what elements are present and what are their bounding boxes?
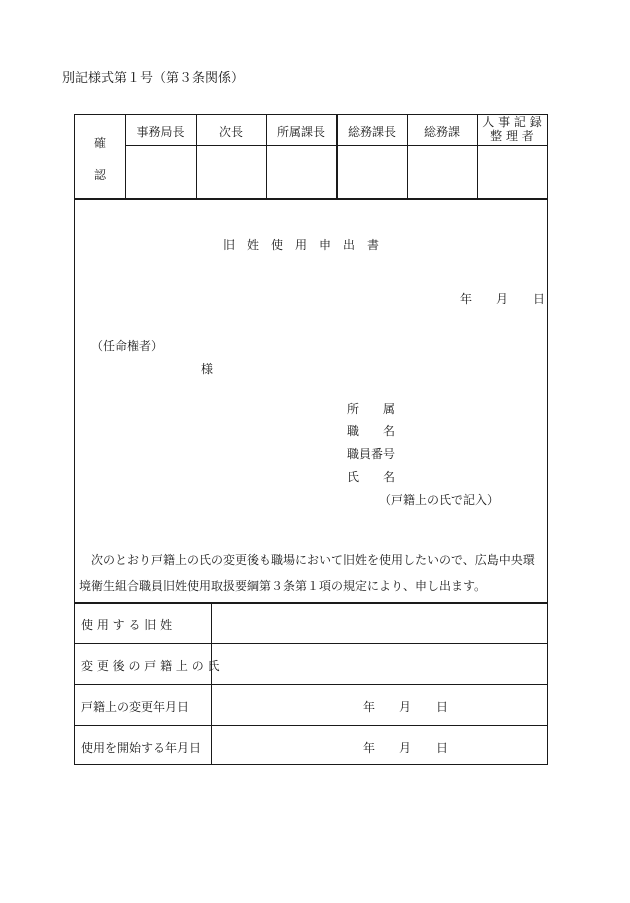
approval-col-general-affairs-chief: 総務課長 (347, 125, 396, 139)
body-text-line-1: 次のとおり戸籍上の氏の変更後も職場において旧姓を使用したいので、広島中央環 (91, 553, 535, 567)
approval-side-label-bottom: 認 (93, 168, 106, 182)
change-date-day: 日 (436, 700, 449, 714)
row-label-change-date: 戸籍上の変更年月日 (81, 700, 190, 714)
stamp-box-general-affairs[interactable] (408, 146, 477, 198)
stamp-box-secretary-general[interactable] (126, 146, 196, 198)
approval-col-hr-records (477, 115, 547, 143)
start-date-year: 年 (363, 741, 376, 755)
application-form (74, 114, 548, 765)
start-date-month: 月 (399, 741, 412, 755)
applicant-affiliation-label: 所 属 (347, 402, 396, 416)
addressee-role: （任命権者） (91, 339, 164, 353)
start-date-day: 日 (436, 741, 449, 755)
row-label-start-date: 使用を開始する年月日 (81, 741, 202, 755)
grid-line (75, 198, 547, 200)
change-date-field[interactable] (212, 685, 547, 725)
stamp-box-deputy[interactable] (197, 146, 266, 198)
date-month-label: 月 (496, 292, 509, 306)
approval-col-hr-records-line2: 整 理 者 (490, 129, 534, 143)
applicant-staff-no-label: 職員番号 (347, 447, 396, 461)
approval-col-section-chief: 所属課長 (276, 125, 325, 139)
applicant-name-note: （戸籍上の氏で記入） (379, 493, 500, 507)
form-id-label: 別記様式第１号（第３条関係） (62, 71, 245, 86)
approval-col-secretary-general: 事務局長 (136, 125, 185, 139)
approval-col-general-affairs: 総務課 (423, 125, 460, 139)
start-date-field[interactable] (212, 726, 547, 764)
date-year-label: 年 (460, 292, 473, 306)
addressee-honorific: 様 (201, 362, 214, 376)
stamp-box-hr-records[interactable] (478, 146, 547, 198)
stamp-box-general-affairs-chief[interactable] (338, 146, 407, 198)
approval-side-label-top: 確 (93, 136, 106, 150)
form-title: 旧 姓 使 用 申 出 書 (223, 238, 380, 252)
approval-col-hr-records-line1: 人 事 記 録 (482, 115, 542, 129)
row-label-former-surname: 使 用 す る 旧 姓 (81, 618, 173, 632)
stamp-box-section-chief[interactable] (267, 146, 336, 198)
change-date-month: 月 (399, 700, 412, 714)
applicant-name-label: 氏 名 (347, 470, 396, 484)
body-text-line-2: 境衛生組合職員旧姓使用取扱要綱第３条第１項の規定により、申し出ます。 (79, 579, 487, 593)
applicant-position-label: 職 名 (347, 424, 396, 438)
former-surname-field[interactable] (212, 604, 547, 643)
date-day-label: 日 (533, 292, 546, 306)
approval-col-deputy: 次長 (218, 125, 243, 139)
row-label-new-surname: 変 更 後 の 戸 籍 上 の 氏 (81, 659, 220, 673)
change-date-year: 年 (363, 700, 376, 714)
new-surname-field[interactable] (212, 644, 547, 684)
